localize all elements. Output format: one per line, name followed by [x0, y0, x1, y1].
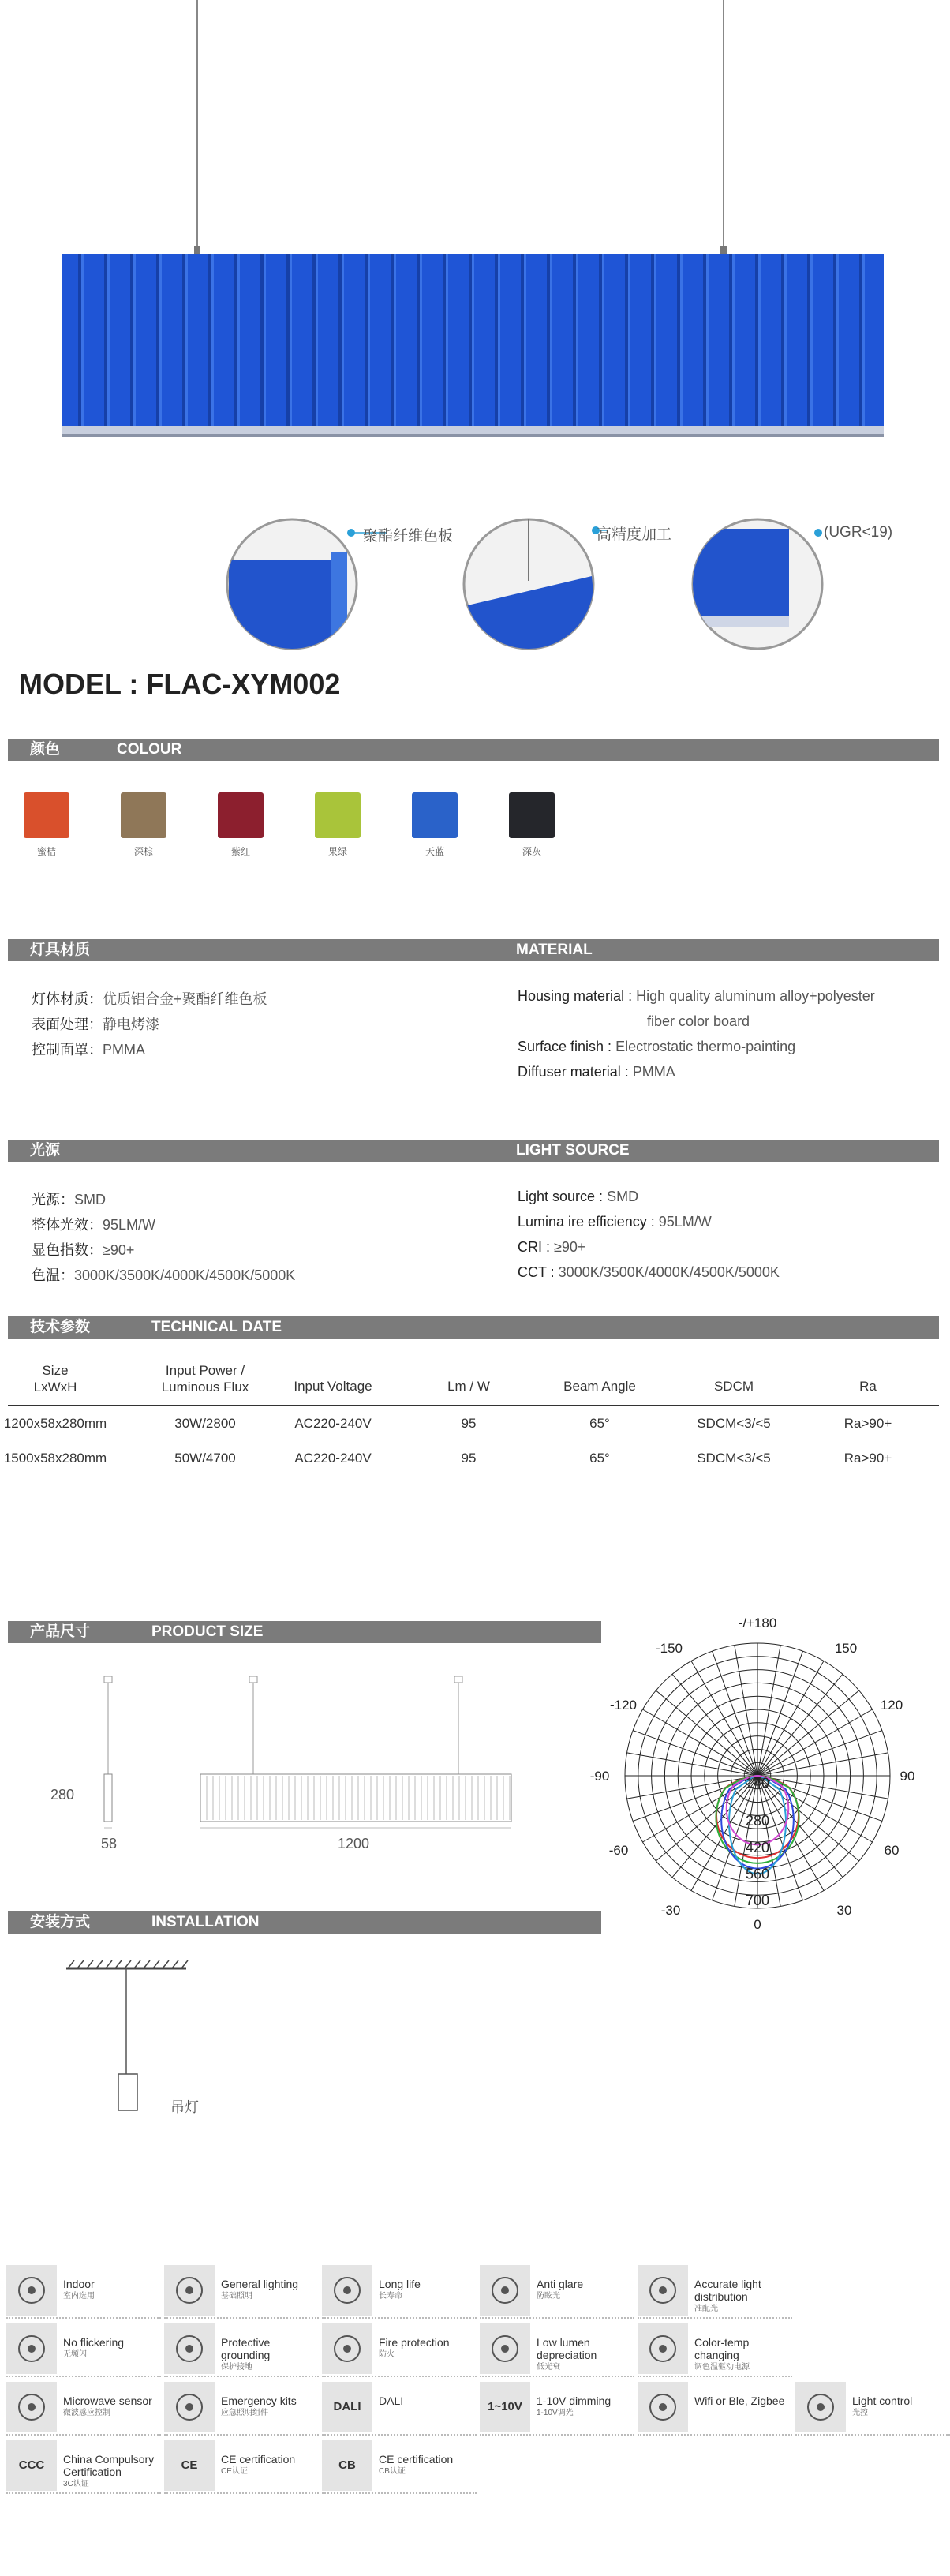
triangle-icon: [164, 2265, 215, 2316]
header-line: Luminous Flux: [161, 1380, 249, 1395]
feature-label-en: Fire protection: [379, 2336, 450, 2349]
spec-value: ≥90+: [554, 1239, 586, 1255]
feature-label-zh: 光控: [852, 2409, 868, 2417]
colour-swatch-label: 深棕: [133, 846, 153, 857]
spec-key: 整体光效：: [32, 1217, 103, 1233]
spec-key: 灯体材质：: [32, 991, 103, 1007]
dim-width: 58: [101, 1836, 118, 1852]
feature-label: [63, 2336, 161, 2361]
table-header-cell: [398, 1378, 540, 1395]
spec-key: Diffuser material :: [518, 1064, 633, 1080]
table-header-cell: [529, 1378, 671, 1395]
feature-label-zh: 调色温驱动电源: [694, 2363, 750, 2372]
feature-divider: [795, 2434, 950, 2436]
product-size-header: 产品尺寸 PRODUCT SIZE: [8, 1621, 601, 1643]
feature-label: [221, 2453, 319, 2478]
icon-glyph: 1~10V: [488, 2400, 522, 2413]
spec-value: 3000K/3500K/4000K/4500K/5000K: [558, 1264, 780, 1280]
feature-label-en: Low lumen depreciation: [537, 2336, 597, 2361]
feature-label-zh: 微波感应控制: [63, 2409, 110, 2417]
table-cell: 1500x58x280mm: [3, 1451, 107, 1466]
feature-divider: [322, 2434, 477, 2436]
feature-divider: [480, 2317, 634, 2319]
feature-divider: [164, 2317, 319, 2319]
spec-key: 表面处理：: [32, 1017, 103, 1032]
callout-label: 高精度加工: [597, 526, 672, 543]
polar-angle-label: 60: [884, 1843, 900, 1858]
feature-divider: [638, 2376, 792, 2377]
feature-label: [694, 2278, 792, 2316]
table-header-cell: [663, 1378, 805, 1395]
detail-callouts: [221, 505, 900, 663]
spec-row: [32, 1264, 295, 1285]
feature-label-en: Light control: [852, 2394, 913, 2407]
table-cell: 65°: [589, 1451, 610, 1466]
spec-row: [518, 1214, 712, 1230]
spec-key: CRI :: [518, 1239, 555, 1255]
spec-row: [518, 1239, 585, 1256]
polar-angle-label: -150: [655, 1641, 683, 1656]
polar-radial-label: 420: [745, 1839, 770, 1855]
colour-swatch-label: 果绿: [327, 846, 347, 857]
feature-label-zh: 1-10V调光: [537, 2409, 574, 2417]
table-cell: SDCM<3/<5: [697, 1416, 771, 1431]
feature-label-zh: 保护接地: [221, 2363, 252, 2372]
feature-divider: [480, 2434, 634, 2436]
feature-label: [537, 2336, 634, 2374]
spec-row: [518, 1039, 795, 1055]
feature-label: [537, 2278, 634, 2303]
feature-label-zh: CB认证: [379, 2467, 406, 2476]
installation-header: 安装方式 INSTALLATION: [8, 1911, 601, 1934]
polar-angle-label: -/+180: [738, 1616, 777, 1631]
sun-icon: [795, 2382, 846, 2432]
header-line: Input Power /: [165, 1363, 245, 1378]
dimming-icon: [480, 2382, 530, 2432]
house-icon: [6, 2265, 57, 2316]
feature-divider: [6, 2317, 161, 2319]
ground-icon: [164, 2323, 215, 2374]
feature-divider: [638, 2317, 792, 2319]
callout-label: (UGR<19): [824, 524, 893, 541]
table-divider: [8, 1405, 939, 1406]
feature-label-zh: 应急照明组件: [221, 2409, 268, 2417]
header-line: Size: [42, 1363, 69, 1378]
spec-row: [32, 1013, 159, 1034]
feature-label-en: China Compulsory Certification: [63, 2453, 155, 2478]
feature-label-zh: 防火: [379, 2350, 395, 2359]
polar-light-distribution: [589, 1616, 931, 1934]
distribution-icon: [638, 2265, 688, 2316]
wifi-icon: [638, 2382, 688, 2432]
spec-key: 控制面罩：: [32, 1042, 103, 1058]
spec-key: Lumina ire efficiency :: [518, 1214, 659, 1230]
spec-key: 显色指数：: [32, 1242, 103, 1258]
feature-label: [694, 2394, 792, 2407]
material-header: 灯具材质 MATERIAL: [8, 939, 939, 961]
spec-value: 优质铝合金+聚酯纤维色板: [103, 991, 267, 1007]
spec-key: CCT :: [518, 1264, 559, 1280]
feature-label-en: Wifi or Ble, Zigbee: [694, 2394, 785, 2407]
dimension-drawing: [0, 1657, 600, 1863]
feature-divider: [480, 2376, 634, 2377]
polar-angle-label: 150: [834, 1641, 858, 1656]
installation-label: 吊灯: [170, 2099, 199, 2115]
polar-angle-label: 0: [754, 1917, 761, 1932]
feature-label-zh: 无频闪: [63, 2350, 87, 2359]
spec-value: PMMA: [103, 1042, 145, 1058]
colour-swatch: [315, 792, 361, 838]
feature-divider: [164, 2376, 319, 2377]
feature-divider: [6, 2492, 161, 2494]
icon-glyph: CCC: [18, 2458, 45, 2472]
feature-label-zh: CE认证: [221, 2467, 248, 2476]
feature-label-en: General lighting: [221, 2278, 299, 2290]
spec-value: Electrostatic thermo-painting: [615, 1039, 796, 1054]
feature-label-en: Anti glare: [537, 2278, 584, 2290]
colour-swatch-label: 紫红: [230, 846, 250, 857]
dali-icon: [322, 2382, 372, 2432]
table-cell: AC220-240V: [294, 1451, 372, 1466]
polar-angle-label: 90: [900, 1769, 915, 1784]
polar-radial-label: 140: [745, 1775, 770, 1792]
spec-row: [518, 1189, 638, 1205]
colour-swatch: [24, 792, 69, 838]
colour-swatch: [218, 792, 264, 838]
table-header-cell: [0, 1362, 126, 1395]
spec-row: [518, 1264, 780, 1281]
table-cell: SDCM<3/<5: [697, 1451, 771, 1466]
callout-label: 聚酯纤维色板: [363, 528, 454, 545]
table-cell: 95: [461, 1416, 477, 1431]
icon-glyph: DALI: [333, 2400, 361, 2413]
table-cell: 30W/2800: [174, 1416, 236, 1431]
colour-swatch: [509, 792, 555, 838]
feature-label: [221, 2278, 319, 2303]
feature-label-en: Accurate light distribution: [694, 2278, 761, 2303]
feature-divider: [638, 2434, 792, 2436]
feature-label: [63, 2394, 161, 2420]
feature-label: [63, 2278, 161, 2303]
cb-icon: [322, 2440, 372, 2491]
polar-angle-label: -90: [589, 1769, 610, 1784]
feature-label-en: Microwave sensor: [63, 2394, 152, 2407]
clock-icon: [322, 2265, 372, 2316]
feature-label-zh: 3C认证: [63, 2480, 89, 2488]
spec-key: 光源：: [32, 1192, 74, 1208]
table-cell: 65°: [589, 1416, 610, 1431]
dim-length: 1200: [338, 1836, 370, 1852]
battery-icon: [164, 2382, 215, 2432]
fire-icon: [322, 2323, 372, 2374]
table-header-cell: [262, 1378, 404, 1395]
colour-swatch-label: 天蓝: [425, 846, 444, 857]
spec-value: SMD: [607, 1189, 639, 1204]
feature-label: [537, 2394, 634, 2420]
spec-value: ≥90+: [103, 1242, 135, 1258]
polar-radial-label: 560: [745, 1866, 770, 1882]
spec-value: 95LM/W: [103, 1217, 156, 1233]
feature-label: [221, 2394, 319, 2420]
feature-label: [379, 2278, 477, 2303]
color-wheel-icon: [638, 2323, 688, 2374]
feature-label-zh: 防眩光: [537, 2292, 560, 2301]
spec-value: 95LM/W: [658, 1214, 712, 1230]
technical-header: 技术参数 TECHNICAL DATE: [8, 1316, 939, 1339]
colour-swatch: [412, 792, 458, 838]
header-line: Ra: [859, 1379, 877, 1394]
feature-label: [63, 2453, 161, 2491]
icon-glyph: CB: [338, 2458, 356, 2472]
feature-label-zh: 室内选用: [63, 2292, 95, 2301]
table-cell: AC220-240V: [294, 1416, 372, 1431]
table-cell: 1200x58x280mm: [3, 1416, 107, 1431]
feature-label: [379, 2336, 477, 2361]
table-cell: Ra>90+: [843, 1416, 892, 1431]
feature-label-en: DALI: [379, 2394, 404, 2407]
model-title: MODEL : FLAC-XYM002: [19, 668, 341, 700]
feature-label-zh: 基础照明: [221, 2292, 252, 2301]
feature-label-en: No flickering: [63, 2336, 125, 2349]
header-line: Lm / W: [447, 1379, 490, 1394]
table-cell: Ra>90+: [843, 1451, 892, 1466]
colour-swatch: [121, 792, 166, 838]
feature-label: [221, 2336, 319, 2374]
table-header-cell: [797, 1378, 939, 1395]
wave-icon: [6, 2382, 57, 2432]
spec-row: [32, 988, 267, 1009]
feature-label-zh: 准配光: [694, 2305, 718, 2313]
spec-key: Housing material :: [518, 988, 637, 1004]
bulb-icon: [480, 2323, 530, 2374]
spec-value: PMMA: [632, 1064, 675, 1080]
feature-label: [379, 2453, 477, 2478]
polar-radial-label: 700: [745, 1893, 770, 1908]
feature-divider: [322, 2317, 477, 2319]
feature-label: [379, 2394, 477, 2407]
colour-swatch-label: 蜜桔: [36, 846, 56, 857]
hero-luminaire: [0, 0, 947, 450]
spec-key: Surface finish :: [518, 1039, 616, 1054]
spec-value: SMD: [74, 1192, 106, 1208]
feature-label-en: CE certification: [379, 2453, 454, 2466]
feature-label-zh: 长寿命: [379, 2292, 402, 2301]
feature-label-en: 1-10V dimming: [537, 2394, 612, 2407]
spec-row: [32, 1189, 106, 1209]
feature-divider: [322, 2492, 477, 2494]
spec-value: High quality aluminum alloy+polyester: [636, 988, 875, 1004]
feature-divider: [164, 2434, 319, 2436]
feature-label-zh: 低光衰: [537, 2363, 560, 2372]
spec-value: 静电烤漆: [103, 1017, 159, 1032]
feature-label-en: Long life: [379, 2278, 421, 2290]
feature-divider: [6, 2434, 161, 2436]
ce-icon: [164, 2440, 215, 2491]
feature-label: [694, 2336, 792, 2374]
feature-label-en: Indoor: [63, 2278, 95, 2290]
spec-key: Light source :: [518, 1189, 608, 1204]
spec-row: [32, 1239, 134, 1260]
table-cell: 95: [461, 1451, 477, 1466]
header-line: LxWxH: [33, 1380, 77, 1395]
light-source-header: 光源 LIGHT SOURCE: [8, 1140, 939, 1162]
spec-row: [647, 1013, 750, 1030]
spec-row: [32, 1039, 145, 1059]
polar-angle-label: -30: [660, 1903, 681, 1918]
table-cell: 50W/4700: [174, 1451, 236, 1466]
feature-label-en: CE certification: [221, 2453, 296, 2466]
spec-row: [518, 1064, 675, 1080]
colour-header: 颜色 COLOUR: [8, 739, 939, 761]
header-line: SDCM: [713, 1379, 754, 1394]
feature-divider: [164, 2492, 319, 2494]
polar-radial-label: 280: [745, 1813, 770, 1829]
header-line: Beam Angle: [563, 1379, 636, 1394]
feature-label-en: Color-temp changing: [694, 2336, 750, 2361]
feature-label: [852, 2394, 950, 2420]
flicker-icon: [6, 2323, 57, 2374]
feature-label-en: Emergency kits: [221, 2394, 297, 2407]
spec-value: 3000K/3500K/4000K/4500K/5000K: [74, 1267, 296, 1283]
spec-value: fiber color board: [647, 1013, 750, 1029]
header-line: Input Voltage: [294, 1379, 372, 1394]
colour-swatch-label: 深灰: [522, 846, 541, 857]
feature-divider: [6, 2376, 161, 2377]
polar-angle-label: 30: [836, 1903, 852, 1918]
polar-angle-label: -120: [609, 1698, 638, 1713]
spec-row: [32, 1214, 155, 1234]
eye-icon: [480, 2265, 530, 2316]
spec-key: 色温：: [32, 1267, 74, 1283]
spec-row: [518, 988, 875, 1005]
dim-height: 280: [50, 1787, 75, 1803]
feature-label-en: Protective grounding: [221, 2336, 271, 2361]
feature-divider: [322, 2376, 477, 2377]
polar-angle-label: 120: [880, 1698, 903, 1713]
icon-glyph: CE: [181, 2458, 198, 2472]
polar-angle-label: -60: [608, 1843, 629, 1858]
ccc-icon: [6, 2440, 57, 2491]
table-header-cell: [134, 1362, 276, 1395]
